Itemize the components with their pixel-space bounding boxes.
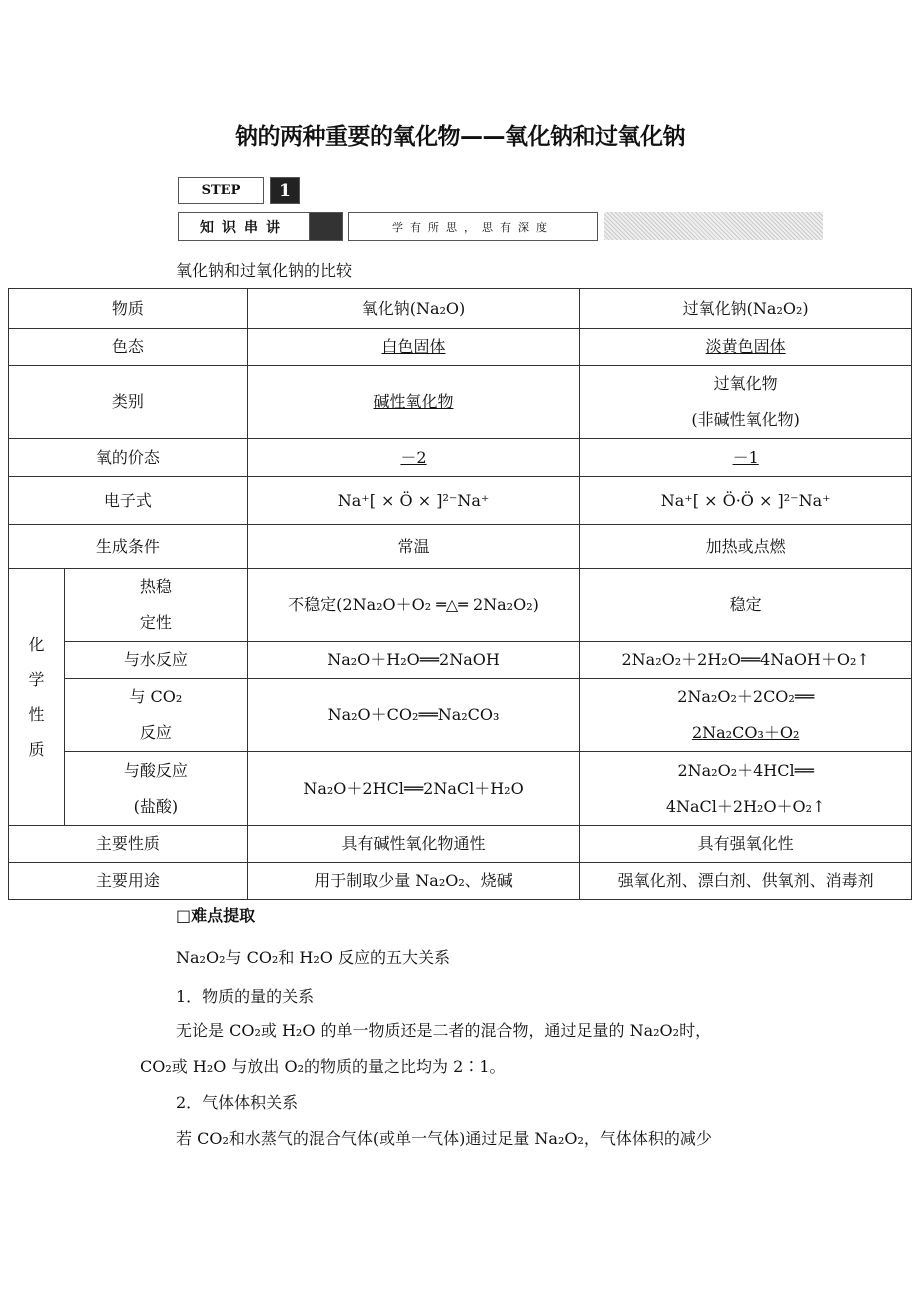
table-row: [9, 439, 912, 477]
cell: Na⁺[ × Ö × ]²⁻Na⁺: [247, 477, 580, 525]
cell: 淡黄色固体: [580, 329, 912, 366]
table-row: [9, 752, 912, 826]
cell: 主要用途: [9, 863, 248, 900]
cell: Na₂O＋H₂O══2NaOH: [247, 642, 580, 679]
cell: 色态: [9, 329, 248, 366]
cell: 化学性质: [9, 569, 65, 826]
cell: 常温: [247, 525, 580, 569]
cell: 生成条件: [9, 525, 248, 569]
decorative-block: [309, 212, 343, 241]
text: 2Na₂O₂＋4HCl══: [677, 760, 814, 780]
cell: 主要性质: [9, 826, 248, 863]
cell: 类别: [9, 366, 248, 439]
text: (盐酸): [133, 796, 179, 816]
cell: 2Na₂O₂＋2H₂O══4NaOH＋O₂↑: [580, 642, 912, 679]
cell: 稳定: [580, 569, 912, 642]
cell: －1: [580, 439, 912, 477]
table-row: [9, 289, 912, 329]
cell: 氧化钠(Na₂O): [247, 289, 580, 329]
paragraph: 若 CO₂和水蒸气的混合气体(或单一气体)通过足量 Na₂O₂，气体体积的减少: [176, 1129, 712, 1148]
table-row: [9, 826, 912, 863]
cell: [580, 679, 912, 752]
step-number: 1: [270, 177, 300, 204]
text: 2Na₂O₂＋2CO₂══: [677, 687, 815, 706]
cell: 具有强氧化性: [580, 826, 912, 863]
table-row: [9, 863, 912, 900]
cell: [64, 679, 247, 752]
table-row: [9, 477, 912, 525]
table-row: [9, 366, 912, 439]
paragraph: CO₂或 H₂O 与放出 O₂的物质的量之比均为 2∶1。: [140, 1057, 506, 1076]
cell: 具有碱性氧化物通性: [247, 826, 580, 863]
cell: 氧的价态: [9, 439, 248, 477]
text: 4NaCl＋2H₂O＋O₂↑: [665, 796, 826, 816]
table-row: [9, 569, 912, 642]
cell: 过氧化钠(Na₂O₂): [580, 289, 912, 329]
page-title: 钠的两种重要的氧化物——氧化钠和过氧化钠: [235, 124, 685, 150]
table-row: [9, 642, 912, 679]
cell: 白色固体: [247, 329, 580, 366]
point-1-title: 1．物质的量的关系: [176, 987, 315, 1006]
cell: [580, 366, 912, 439]
cell: Na₂O＋CO₂══Na₂CO₃: [247, 679, 580, 752]
text: 热稳: [139, 577, 172, 596]
step-label: STEP: [178, 177, 264, 204]
motto: 学有所思，思有深度: [348, 212, 598, 241]
text: 过氧化物: [713, 374, 778, 393]
comparison-table: [8, 288, 912, 900]
section-label: 知识串讲: [178, 212, 310, 241]
cell: 与水反应: [64, 642, 247, 679]
cell: 强氧化剂、漂白剂、供氧剂、消毒剂: [580, 863, 912, 900]
cell: 不稳定(2Na₂O＋O₂ ═△═ 2Na₂O₂): [247, 569, 580, 642]
table-caption: 氧化钠和过氧化钠的比较: [176, 261, 353, 280]
cell: [580, 752, 912, 826]
cell: [64, 752, 247, 826]
paragraph: 无论是 CO₂或 H₂O 的单一物质还是二者的混合物，通过足量的 Na₂O₂时，: [176, 1021, 712, 1040]
cell: －2: [247, 439, 580, 477]
text: 与酸反应: [123, 760, 188, 780]
subheading: Na₂O₂与 CO₂和 H₂O 反应的五大关系: [176, 948, 451, 967]
text: 2Na₂CO₃＋O₂: [691, 723, 800, 742]
cell: [64, 569, 247, 642]
cell: 碱性氧化物: [247, 366, 580, 439]
decorative-hatch: [604, 212, 823, 240]
text: 反应: [139, 723, 172, 742]
table-row: [9, 329, 912, 366]
table-row: [9, 679, 912, 752]
cell: 电子式: [9, 477, 248, 525]
cell: 加热或点燃: [580, 525, 912, 569]
text: (非碱性氧化物): [691, 410, 800, 429]
table-row: [9, 525, 912, 569]
cell: 用于制取少量 Na₂O₂、烧碱: [247, 863, 580, 900]
text: 与 CO₂: [129, 687, 183, 706]
cell: 物质: [9, 289, 248, 329]
cell: Na₂O＋2HCl══2NaCl＋H₂O: [247, 752, 580, 826]
point-2-title: 2．气体体积关系: [176, 1093, 299, 1112]
text: 定性: [139, 613, 172, 632]
cell: Na⁺[ × Ö·Ö × ]²⁻Na⁺: [580, 477, 912, 525]
section-heading: □难点提取: [176, 906, 256, 925]
